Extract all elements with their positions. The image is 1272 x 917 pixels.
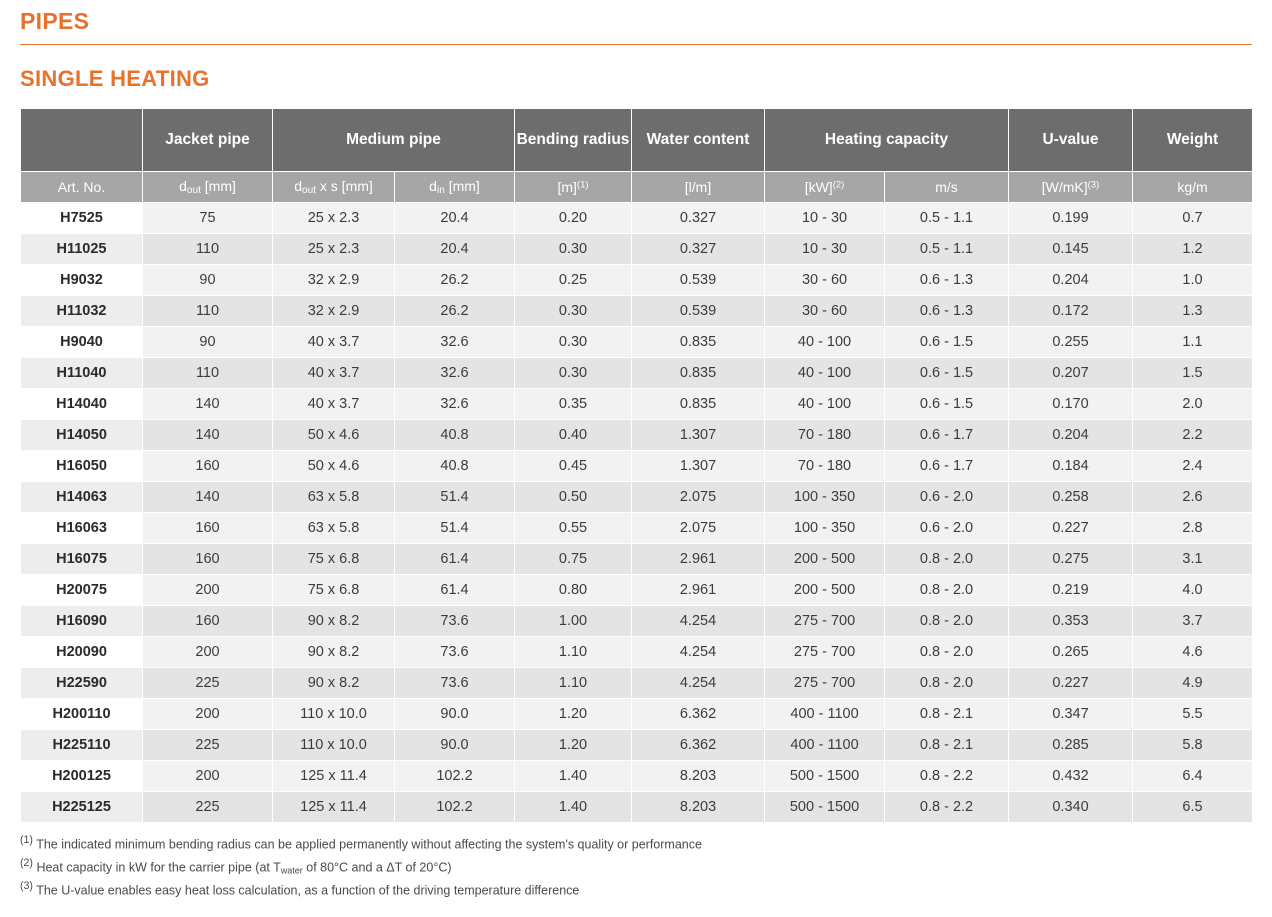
table-cell: 100 - 350 <box>765 482 885 513</box>
table-row <box>21 265 1253 296</box>
table-cell-article-number: H20075 <box>21 575 143 606</box>
table-cell: 0.5 - 1.1 <box>885 234 1009 265</box>
table-cell: 110 <box>143 234 273 265</box>
table-cell: 275 - 700 <box>765 668 885 699</box>
table-row <box>21 513 1253 544</box>
table-cell: 0.275 <box>1009 544 1133 575</box>
table-cell-article-number: H16090 <box>21 606 143 637</box>
table-cell: 40 - 100 <box>765 389 885 420</box>
table-cell: 1.3 <box>1133 296 1253 327</box>
table-cell: 500 - 1500 <box>765 761 885 792</box>
table-cell: 0.285 <box>1009 730 1133 761</box>
table-cell: 125 x 11.4 <box>273 761 395 792</box>
table-row <box>21 358 1253 389</box>
table-cell: 3.7 <box>1133 606 1253 637</box>
table-cell: 0.539 <box>632 265 765 296</box>
table-cell: 0.8 - 2.1 <box>885 699 1009 730</box>
table-cell: 73.6 <box>395 668 515 699</box>
table-cell-article-number: H11032 <box>21 296 143 327</box>
table-cell: 51.4 <box>395 482 515 513</box>
table-group-header-row <box>21 109 1253 172</box>
table-cell: 1.10 <box>515 668 632 699</box>
table-cell: 0.6 - 1.5 <box>885 327 1009 358</box>
table-cell: 0.30 <box>515 358 632 389</box>
table-cell: 0.8 - 2.0 <box>885 668 1009 699</box>
table-cell: 90 <box>143 265 273 296</box>
table-cell: 2.961 <box>632 575 765 606</box>
table-cell: 0.75 <box>515 544 632 575</box>
table-cell: 225 <box>143 792 273 823</box>
table-cell-article-number: H225125 <box>21 792 143 823</box>
table-cell: 4.254 <box>632 637 765 668</box>
table-row <box>21 668 1253 699</box>
table-row <box>21 544 1253 575</box>
pipes-spec-table <box>20 108 1253 823</box>
table-cell: 0.539 <box>632 296 765 327</box>
footnotes <box>20 832 1252 901</box>
table-cell: 0.8 - 2.2 <box>885 792 1009 823</box>
table-cell: 32.6 <box>395 389 515 420</box>
page-title: PIPES <box>20 8 90 34</box>
table-cell: 0.5 - 1.1 <box>885 203 1009 234</box>
table-row <box>21 420 1253 451</box>
table-cell: 2.6 <box>1133 482 1253 513</box>
table-cell: 90 x 8.2 <box>273 637 395 668</box>
table-cell: 51.4 <box>395 513 515 544</box>
table-cell: 75 <box>143 203 273 234</box>
table-cell: 0.255 <box>1009 327 1133 358</box>
table-cell: 125 x 11.4 <box>273 792 395 823</box>
table-cell: 63 x 5.8 <box>273 482 395 513</box>
table-cell: 8.203 <box>632 792 765 823</box>
table-cell: 90 x 8.2 <box>273 606 395 637</box>
table-cell: 0.8 - 2.2 <box>885 761 1009 792</box>
table-cell: 160 <box>143 606 273 637</box>
table-cell: 0.7 <box>1133 203 1253 234</box>
table-cell: 0.327 <box>632 203 765 234</box>
table-cell: 50 x 4.6 <box>273 420 395 451</box>
table-head <box>21 109 1253 203</box>
table-cell: 40 x 3.7 <box>273 327 395 358</box>
table-row <box>21 296 1253 327</box>
table-group-header: Jacket pipe <box>143 109 273 172</box>
footnote-marker: (2) <box>20 856 33 869</box>
table-cell: 0.204 <box>1009 420 1133 451</box>
table-cell: 0.207 <box>1009 358 1133 389</box>
table-cell: 0.340 <box>1009 792 1133 823</box>
table-group-header: Bending radius <box>515 109 632 172</box>
table-group-header-blank <box>21 109 143 172</box>
table-cell: 0.145 <box>1009 234 1133 265</box>
table-cell: 90.0 <box>395 699 515 730</box>
table-cell: 0.30 <box>515 234 632 265</box>
table-group-header: Water content <box>632 109 765 172</box>
table-cell: 140 <box>143 389 273 420</box>
table-cell: 3.1 <box>1133 544 1253 575</box>
table-unit-header: $d_{in}$ [mm] <box>395 172 515 203</box>
table-cell-article-number: H16063 <box>21 513 143 544</box>
table-cell: 1.20 <box>515 730 632 761</box>
table-cell: 32 x 2.9 <box>273 265 395 296</box>
table-unit-header: $[W/mK]^{(3)}$ <box>1009 172 1133 203</box>
table-cell: 70 - 180 <box>765 420 885 451</box>
table-cell: 0.170 <box>1009 389 1133 420</box>
table-unit-header: $d_{out}$ x s [mm] <box>273 172 395 203</box>
table-cell: 2.0 <box>1133 389 1253 420</box>
table-cell: 40 - 100 <box>765 327 885 358</box>
table-cell: 200 - 500 <box>765 575 885 606</box>
table-cell: 0.80 <box>515 575 632 606</box>
table-cell: 25 x 2.3 <box>273 234 395 265</box>
table-cell: 0.258 <box>1009 482 1133 513</box>
table-row <box>21 482 1253 513</box>
table-cell: 40 - 100 <box>765 358 885 389</box>
table-cell: 2.2 <box>1133 420 1253 451</box>
table-row <box>21 389 1253 420</box>
table-row <box>21 203 1253 234</box>
table-cell-article-number: H16075 <box>21 544 143 575</box>
table-cell: 400 - 1100 <box>765 730 885 761</box>
table-cell: 1.20 <box>515 699 632 730</box>
table-cell: 26.2 <box>395 296 515 327</box>
table-cell: 4.0 <box>1133 575 1253 606</box>
table-cell: 73.6 <box>395 637 515 668</box>
table-cell: 75 x 6.8 <box>273 575 395 606</box>
table-cell: 0.25 <box>515 265 632 296</box>
table-row <box>21 606 1253 637</box>
table-group-header: Medium pipe <box>273 109 515 172</box>
table-cell-article-number: H22590 <box>21 668 143 699</box>
footnote-marker: (3) <box>20 879 33 892</box>
table-cell: 0.227 <box>1009 513 1133 544</box>
table-cell-article-number: H200110 <box>21 699 143 730</box>
table-row <box>21 327 1253 358</box>
table-cell: 40 x 3.7 <box>273 358 395 389</box>
table-cell: 4.6 <box>1133 637 1253 668</box>
table-cell: 0.199 <box>1009 203 1133 234</box>
table-cell: 2.075 <box>632 513 765 544</box>
table-unit-header: m/s <box>885 172 1009 203</box>
table-unit-header: $d_{out}$ [mm] <box>143 172 273 203</box>
table-cell: 0.204 <box>1009 265 1133 296</box>
table-cell: 200 <box>143 637 273 668</box>
table-cell: 0.8 - 2.1 <box>885 730 1009 761</box>
table-cell: 0.353 <box>1009 606 1133 637</box>
table-cell: 0.6 - 1.3 <box>885 296 1009 327</box>
footnote-marker: (1) <box>20 834 33 846</box>
table-cell: 0.835 <box>632 358 765 389</box>
table-cell: 90 x 8.2 <box>273 668 395 699</box>
table-cell: 0.6 - 1.7 <box>885 451 1009 482</box>
table-cell: 1.307 <box>632 420 765 451</box>
table-cell: 0.327 <box>632 234 765 265</box>
table-cell: 8.203 <box>632 761 765 792</box>
table-cell: 2.075 <box>632 482 765 513</box>
table-cell: 50 x 4.6 <box>273 451 395 482</box>
table-cell: 0.6 - 1.5 <box>885 389 1009 420</box>
table-unit-header: kg/m <box>1133 172 1253 203</box>
table-unit-header-row <box>21 172 1253 203</box>
table-cell: 225 <box>143 668 273 699</box>
table-cell: 73.6 <box>395 606 515 637</box>
table-cell: 75 x 6.8 <box>273 544 395 575</box>
table-cell: 5.8 <box>1133 730 1253 761</box>
table-cell: 0.6 - 2.0 <box>885 513 1009 544</box>
table-row <box>21 234 1253 265</box>
table-cell-article-number: H7525 <box>21 203 143 234</box>
table-cell: 1.0 <box>1133 265 1253 296</box>
table-cell: 6.362 <box>632 730 765 761</box>
title-divider <box>20 44 1252 45</box>
table-cell: 40.8 <box>395 451 515 482</box>
table-cell: 0.432 <box>1009 761 1133 792</box>
table-cell-article-number: H9032 <box>21 265 143 296</box>
table-cell: 0.45 <box>515 451 632 482</box>
table-cell-article-number: H14050 <box>21 420 143 451</box>
table-cell: 4.254 <box>632 606 765 637</box>
table-cell: 70 - 180 <box>765 451 885 482</box>
table-cell: 200 - 500 <box>765 544 885 575</box>
table-unit-header: [kW]$^{(2)}$ <box>765 172 885 203</box>
table-cell: 40 x 3.7 <box>273 389 395 420</box>
table-cell: 0.55 <box>515 513 632 544</box>
table-cell: 0.184 <box>1009 451 1133 482</box>
table-cell: 0.8 - 2.0 <box>885 637 1009 668</box>
table-cell: 0.227 <box>1009 668 1133 699</box>
table-cell: 160 <box>143 451 273 482</box>
table-cell: 140 <box>143 420 273 451</box>
table-cell: 30 - 60 <box>765 265 885 296</box>
table-cell: 200 <box>143 575 273 606</box>
table-cell: 1.40 <box>515 792 632 823</box>
table-cell: 61.4 <box>395 575 515 606</box>
table-cell: 1.5 <box>1133 358 1253 389</box>
table-cell: 275 - 700 <box>765 637 885 668</box>
table-cell: 6.5 <box>1133 792 1253 823</box>
table-cell: 25 x 2.3 <box>273 203 395 234</box>
table-cell-article-number: H200125 <box>21 761 143 792</box>
table-cell: 225 <box>143 730 273 761</box>
table-cell: 20.4 <box>395 203 515 234</box>
table-cell-article-number: H14063 <box>21 482 143 513</box>
table-row <box>21 730 1253 761</box>
table-cell: 0.172 <box>1009 296 1133 327</box>
table-cell: 110 <box>143 358 273 389</box>
table-group-header: Weight <box>1133 109 1253 172</box>
table-unit-header: $[m]^{(1)}$ <box>515 172 632 203</box>
table-cell: 0.30 <box>515 327 632 358</box>
table-cell: 90.0 <box>395 730 515 761</box>
table-cell: 110 x 10.0 <box>273 730 395 761</box>
footnote: $^{(3)}$ The U-value enables easy heat loss calculation, as a function of the driving temperature difference <box>20 879 580 898</box>
table-body <box>21 203 1253 823</box>
table-cell: 0.6 - 1.7 <box>885 420 1009 451</box>
table-cell: 500 - 1500 <box>765 792 885 823</box>
table-cell: 6.362 <box>632 699 765 730</box>
table-cell: 32 x 2.9 <box>273 296 395 327</box>
table-cell: 275 - 700 <box>765 606 885 637</box>
table-cell: 1.00 <box>515 606 632 637</box>
table-cell: 63 x 5.8 <box>273 513 395 544</box>
table-cell: 0.835 <box>632 389 765 420</box>
table-cell: 0.347 <box>1009 699 1133 730</box>
table-cell: 0.20 <box>515 203 632 234</box>
table-cell: 90 <box>143 327 273 358</box>
table-cell: 0.6 - 1.5 <box>885 358 1009 389</box>
table-cell: 4.254 <box>632 668 765 699</box>
table-row <box>21 792 1253 823</box>
table-cell: 10 - 30 <box>765 234 885 265</box>
table-cell: 0.8 - 2.0 <box>885 606 1009 637</box>
table-cell: 200 <box>143 761 273 792</box>
table-group-header: U-value <box>1009 109 1133 172</box>
table-cell-article-number: H11040 <box>21 358 143 389</box>
table-cell-article-number: H16050 <box>21 451 143 482</box>
table-cell: 4.9 <box>1133 668 1253 699</box>
table-cell: 1.40 <box>515 761 632 792</box>
table-cell: 0.6 - 2.0 <box>885 482 1009 513</box>
table-cell-article-number: H225110 <box>21 730 143 761</box>
table-row <box>21 451 1253 482</box>
table-cell: 32.6 <box>395 358 515 389</box>
table-cell: 1.307 <box>632 451 765 482</box>
table-cell: 0.219 <box>1009 575 1133 606</box>
table-cell: 100 - 350 <box>765 513 885 544</box>
table-cell: 400 - 1100 <box>765 699 885 730</box>
table-cell: 1.1 <box>1133 327 1253 358</box>
table-cell: 30 - 60 <box>765 296 885 327</box>
table-group-header: Heating capacity <box>765 109 1009 172</box>
table-cell-article-number: H20090 <box>21 637 143 668</box>
table-cell: 61.4 <box>395 544 515 575</box>
table-cell-article-number: H14040 <box>21 389 143 420</box>
table-cell: 102.2 <box>395 792 515 823</box>
table-row <box>21 761 1253 792</box>
table-cell: 26.2 <box>395 265 515 296</box>
table-cell-article-number: H11025 <box>21 234 143 265</box>
table-cell: 32.6 <box>395 327 515 358</box>
table-cell-article-number: H9040 <box>21 327 143 358</box>
footnote: $^{(1)}$ The indicated minimum bending radius can be applied permanently without affecting the system's quality or performance <box>20 834 702 852</box>
table-cell: 102.2 <box>395 761 515 792</box>
table-cell: 1.10 <box>515 637 632 668</box>
table-cell: 0.35 <box>515 389 632 420</box>
table-cell: 0.8 - 2.0 <box>885 544 1009 575</box>
table-row <box>21 699 1253 730</box>
table-cell: 160 <box>143 513 273 544</box>
table-cell: 20.4 <box>395 234 515 265</box>
table-cell: 2.961 <box>632 544 765 575</box>
table-cell: 160 <box>143 544 273 575</box>
table-cell: 0.265 <box>1009 637 1133 668</box>
table-cell: 0.8 - 2.0 <box>885 575 1009 606</box>
table-cell: 140 <box>143 482 273 513</box>
table-cell: 40.8 <box>395 420 515 451</box>
section-title: SINGLE HEATING <box>20 66 210 91</box>
table-cell: 6.4 <box>1133 761 1253 792</box>
table-cell: 5.5 <box>1133 699 1253 730</box>
table-cell: 2.8 <box>1133 513 1253 544</box>
table-row <box>21 575 1253 606</box>
table-cell: 0.6 - 1.3 <box>885 265 1009 296</box>
table-cell: 0.30 <box>515 296 632 327</box>
table-cell: 0.40 <box>515 420 632 451</box>
table-cell: 2.4 <box>1133 451 1253 482</box>
table-cell: 0.835 <box>632 327 765 358</box>
table-cell: 110 x 10.0 <box>273 699 395 730</box>
table-cell: 1.2 <box>1133 234 1253 265</box>
table-unit-header: Art. No. <box>21 172 143 203</box>
footnote: $^{(2)}$ Heat capacity in kW for the carrier pipe (at $T_{water}$ of 80°C and a ΔT of 20°C) <box>20 856 452 875</box>
table-unit-header: [l/m] <box>632 172 765 203</box>
table-cell: 110 <box>143 296 273 327</box>
table-cell: 10 - 30 <box>765 203 885 234</box>
table-cell: 200 <box>143 699 273 730</box>
table-cell: 0.50 <box>515 482 632 513</box>
table-row <box>21 637 1253 668</box>
